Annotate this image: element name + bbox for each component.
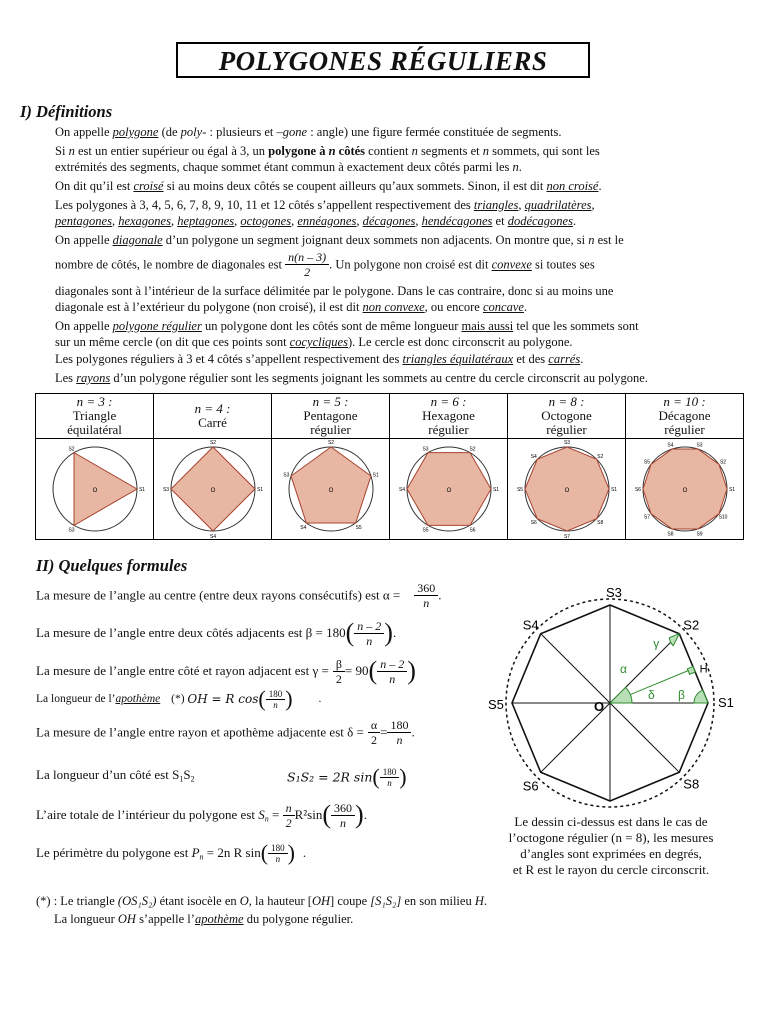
decagon-figure (629, 439, 741, 539)
title-box (176, 42, 590, 78)
figure-caption: Le dessin ci-dessus est dans le cas de l’octogone régulier (n = 8), les mesures d’angles sont exprimées en degrés, et R est le rayon du cercle circonscrit. (508, 814, 714, 877)
vertex-label: S1 (728, 487, 735, 493)
vertex-label: S10 (718, 514, 727, 521)
octagon-diagram (482, 583, 738, 813)
figure-label: S8 (683, 776, 700, 792)
header-cell: n = 10 : Décagone régulier (626, 394, 744, 439)
figure-label: S2 (683, 617, 700, 633)
section1-heading: I) Définitions (20, 102, 113, 121)
footnote-line-2: La longueur OH s’appelle l’apothème du polygone régulier. (54, 912, 354, 926)
vertex-label: S4 (299, 525, 306, 532)
vertex-label: S4 (209, 534, 216, 539)
formula-cote-expr: S₁S₂ = 2R sin( $\frac{180}{n}$ ) (287, 764, 407, 789)
radius-line (541, 634, 610, 703)
regular-polygon (74, 453, 137, 526)
figure-label: S6 (522, 778, 539, 794)
center-label: O (682, 488, 687, 494)
figure-cell (36, 439, 154, 540)
figure-cell (626, 439, 744, 540)
para-rayons: Les rayons d’un polygone régulier sont les segments joignant les sommets au centre du cercle circonscrit au polygone. (55, 371, 648, 385)
vertex-label: S5 (516, 487, 523, 493)
para-regulier: On appelle polygone régulier un polygone dont les côtés sont de même longueur mais aussi tel que les sommets sont sur un même cercle (on dit que ces points sont cocycliques). Le cercle est donc circonscrit au polygone. (55, 319, 639, 349)
figure-cell (508, 439, 626, 540)
figure-label: δ (648, 688, 655, 702)
center-label: O (564, 488, 569, 494)
vertex-label: S1 (372, 472, 379, 479)
polygon-table (35, 393, 744, 540)
alpha-arc (610, 687, 632, 703)
formula-cote: La longueur d’un côté est $S_1S_2$ (36, 767, 195, 784)
regular-polygon (291, 447, 371, 523)
vertex-label: S2 (596, 453, 603, 460)
vertex-label: S3 (67, 527, 75, 534)
figure-label: γ (653, 636, 660, 651)
vertex-label: S6 (634, 487, 641, 493)
vertex-label: S5 (355, 525, 362, 532)
figure-label: α (620, 662, 627, 676)
vertex-label: S1 (492, 487, 499, 493)
vertex-label: S3 (282, 472, 289, 479)
footnote (36, 892, 487, 928)
para-3-4-cotes: Les polygones réguliers à 3 et 4 côtés s’appellent respectivement des triangles équilatéraux et des carrés. (55, 352, 584, 366)
table-header-row (36, 394, 744, 439)
section2-heading: II) Quelques formules (36, 556, 188, 575)
vertex-label: S2 (468, 446, 476, 453)
formula-gamma: La mesure de l’angle entre côté et rayon adjacent est γ = $\frac{\beta}{2}$ = 90( $\frac{n - 2}{n}$ ) (36, 656, 416, 686)
para-diagonale-3: diagonales sont à l’intérieur de la surface délimitée par le polygone. Dans le cas contraire, donc si au moins une diagonale est à l’extérieur du polygone (non croisé), il est dit non convexe, ou encore concave. (55, 284, 614, 314)
para-diagonale-2: nombre de côtés, le nombre de diagonales est $\frac{n(n - 3)}{2}$ . Un polygone non croisé est dit convexe si toutes ses (55, 250, 595, 279)
figure-cell (154, 439, 272, 540)
square-figure (157, 439, 269, 539)
formula-perimetre: Le périmètre du polygone est $P_n = 2n$ R sin( $\frac{180}{n}$ ) . (36, 840, 307, 865)
vertex-label: S9 (695, 531, 703, 538)
header-cell: n = 4 : Carré (154, 394, 272, 439)
table-figure-row (36, 439, 744, 540)
vertex-label: S3 (695, 442, 703, 449)
formula-alpha: La mesure de l’angle au centre (entre deux rayons consécutifs) est α = $\frac{360}{n}$ . (36, 581, 442, 610)
center-label: O (92, 488, 97, 494)
hexagon-figure (393, 439, 505, 539)
vertex-label: S4 (666, 442, 674, 449)
formula-delta: La mesure de l’angle entre rayon et apothème adjacente est δ = $\frac{\alpha}{2}$ = $\frac{180}{n}$ . (36, 718, 415, 747)
vertex-label: S8 (596, 520, 603, 527)
vertex-label: S3 (563, 440, 570, 446)
vertex-label: S1 (256, 487, 263, 493)
para-noms-polygones: Les polygones à 3, 4, 5, 6, 7, 8, 9, 10, 11 et 12 côtés s’appellent respectivement des triangles, quadrilatères, pentagones, hexagones, heptagones, octogones, ennéagones, décagones, hendécagones et dodécagones. (55, 198, 595, 228)
para-n-cotes: Si n est un entier supérieur ou égal à 3, un polygone à n côtés contient n segments et n sommets, qui sont les extrémités des segments, chaque sommet étant commun à exactement deux côtés parmi les n. (55, 144, 600, 174)
vertex-label: S1 (138, 487, 145, 493)
figure-label: β (678, 688, 685, 702)
vertex-label: S2 (67, 446, 75, 453)
center-label: O (328, 488, 333, 494)
figure-label: O (594, 699, 605, 714)
center-label: O (210, 488, 215, 494)
vertex-label: S3 (421, 446, 429, 453)
figure-label: S3 (606, 585, 622, 600)
gamma-arc (669, 634, 679, 646)
page-title: POLYGONES RÉGULIERS (218, 46, 548, 76)
vertex-label: S5 (421, 527, 429, 534)
header-cell: n = 6 : Hexagone régulier (390, 394, 508, 439)
formula-apotheme: La longueur de l’apothème (*) OH = R cos( $\frac{180}{n}$ ) . (36, 686, 322, 711)
header-cell: n = 5 : Pentagone régulier (272, 394, 390, 439)
formula-aire: L’aire totale de l’intérieur du polygone est $S_n$ = $\frac{n}{2}$ R²sin( $\frac{360}{n}$ ). (36, 800, 367, 830)
vertex-label: S6 (468, 527, 476, 534)
vertex-label: S2 (209, 440, 216, 446)
pentagon-figure (275, 439, 387, 539)
vertex-label: S8 (666, 531, 674, 538)
octagon-figure (511, 439, 623, 539)
para-diagonale: On appelle diagonale d’un polygone un segment joignant deux sommets non adjacents. On montre que, si n est le (55, 233, 624, 247)
vertex-label: S1 (610, 487, 617, 493)
diagonal-fraction: $\frac{n(n - 3)}{2}$ (285, 250, 329, 279)
vertex-label: S7 (563, 534, 570, 539)
vertex-label: S4 (398, 487, 405, 493)
figure-label: S5 (488, 697, 504, 712)
figure-label: S1 (718, 695, 734, 710)
vertex-label: S6 (530, 520, 537, 527)
radius-line (610, 703, 679, 772)
header-cell: n = 3 : Triangle équilatéral (36, 394, 154, 439)
para-polygone: On appelle polygone (de poly- : plusieurs et –gone : angle) une figure fermée constituée de segments. (55, 125, 562, 139)
figure-label: S4 (522, 617, 539, 633)
para-croise: On dit qu’il est croisé si au moins deux côtés se coupent ailleurs qu’aux sommets. Sinon, il est dit non croisé. (55, 179, 602, 193)
triangle-figure (39, 439, 151, 539)
figure-label: H (699, 663, 708, 676)
vertex-label: S2 (719, 459, 726, 466)
vertex-label: S7 (643, 514, 650, 521)
formula-beta: La mesure de l’angle entre deux côtés adjacents est β = 180( $\frac{n - 2}{n}$ ). (36, 618, 397, 648)
vertex-label: S2 (327, 440, 334, 446)
vertex-label: S3 (162, 487, 169, 493)
vertex-label: S4 (530, 453, 537, 460)
footnote-line-1: (*) : Le triangle (OS₁S₂) étant isocèle en O, la hauteur [OH] coupe [S₁S₂] en son milieu H. (36, 894, 487, 908)
vertex-label: S5 (643, 459, 650, 466)
figure-cell (390, 439, 508, 540)
figure-cell (272, 439, 390, 540)
center-label: O (446, 488, 451, 494)
header-cell: n = 8 : Octogone régulier (508, 394, 626, 439)
